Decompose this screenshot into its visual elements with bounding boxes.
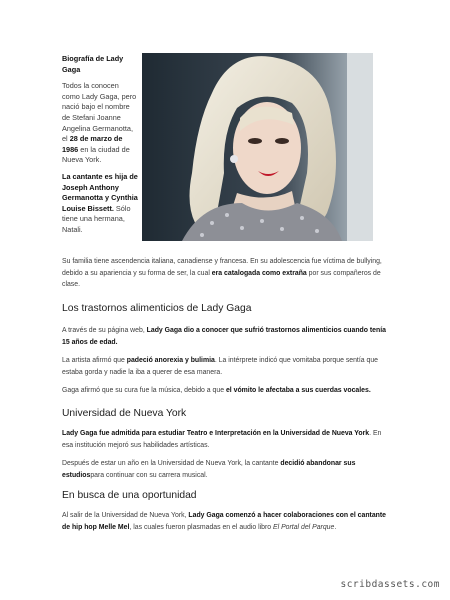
text-run: Después de estar un año en la Universidad de Nueva York, la cantante bbox=[62, 460, 281, 467]
anorexia-text: padeció anorexia y bulimia bbox=[126, 357, 215, 364]
admitted-text: Lady Gaga fue admitida para estudiar Teatro e Interpretación en la Universidad de Nueva York bbox=[62, 430, 370, 437]
anorexia-paragraph bbox=[62, 355, 392, 378]
audiobook-title: El Portal del Parque bbox=[273, 523, 335, 531]
paragraph-anorexia bbox=[62, 355, 392, 378]
collab-text: Lady Gaga comenzó a hacer colaboraciones con el cantante de hip hop Melle Mel bbox=[62, 512, 387, 531]
heading-university: Universidad de Nueva York bbox=[62, 408, 187, 419]
text-run: en la ciudad de Nueva York. bbox=[62, 144, 130, 165]
intro-paragraph-parents bbox=[62, 172, 138, 236]
heading-opportunity: En busca de una oportunidad bbox=[62, 490, 197, 501]
intro-paragraph-birth bbox=[62, 81, 138, 166]
strange-text: era catalogada como extraña bbox=[211, 269, 307, 277]
text-run: Al salir de la Universidad de Nueva York, bbox=[62, 512, 189, 519]
text-run: La artista afirmó que bbox=[62, 357, 127, 364]
paragraph-admitted bbox=[62, 428, 392, 451]
collab-paragraph bbox=[62, 510, 392, 533]
text-run: Todos la conocen como Lady Gaga, pero nació bajo el nombre de Stefani Joanne Angelina Germanotta, el bbox=[62, 81, 137, 144]
text-run: Su familia tiene ascendencia italiana, canadiense y francesa. En su adolescencia fue víctima de bullying, debido a su apariencia y su forma de ser, la cual bbox=[62, 258, 382, 277]
website-paragraph bbox=[62, 325, 392, 348]
text-run: Gaga afirmó que su cura fue la música, debido a que bbox=[62, 387, 226, 394]
heading-eating-disorders: Los trastornos alimenticios de Lady Gaga bbox=[62, 303, 252, 314]
text-run: Sólo tiene una hermana, Natali. bbox=[62, 203, 131, 234]
text-run: , las cuales fueron plasmadas en el audio libro bbox=[129, 523, 274, 531]
birth-date: 28 de marzo de 1986 bbox=[62, 134, 123, 154]
text-run: A través de su página web, bbox=[62, 327, 147, 334]
paragraph-dropout bbox=[62, 458, 392, 481]
watermark: scribdassets.com bbox=[340, 579, 440, 590]
document-title: Biografía de Lady Gaga bbox=[62, 54, 124, 74]
lady-gaga-photo bbox=[142, 53, 373, 241]
paragraph-family bbox=[62, 256, 392, 291]
paragraph-collaborations bbox=[62, 510, 392, 533]
vocal-text: el vómito le afectaba a sus cuerdas vocales. bbox=[225, 387, 371, 394]
music-paragraph bbox=[62, 385, 392, 397]
dropout-text: decidió abandonar sus estudios bbox=[62, 460, 356, 479]
parents-text: La cantante es hija de Joseph Anthony Germanotta y Cynthia Louise Bissett. bbox=[62, 171, 138, 213]
intro-column bbox=[62, 54, 138, 242]
disorder-text: Lady Gaga dio a conocer que sufrió trastornos alimenticios cuando tenía 15 años de edad. bbox=[62, 327, 386, 346]
text-run: . bbox=[334, 523, 337, 531]
paragraph-music-cure bbox=[62, 385, 392, 397]
text-run: . En esa institución mejoró sus habilidades artísticas. bbox=[62, 430, 382, 449]
text-run: . La intérprete indicó que vomitaba porque sentía que estaba gorda y nadie la iba a querer de esa manera. bbox=[62, 357, 379, 376]
dropout-paragraph bbox=[62, 458, 392, 481]
text-run: por sus compañeros de clase. bbox=[62, 269, 381, 289]
family-paragraph bbox=[62, 256, 392, 291]
text-run: para continuar con su carrera musical. bbox=[90, 471, 208, 479]
admitted-paragraph bbox=[62, 428, 392, 451]
paragraph-website bbox=[62, 325, 392, 348]
